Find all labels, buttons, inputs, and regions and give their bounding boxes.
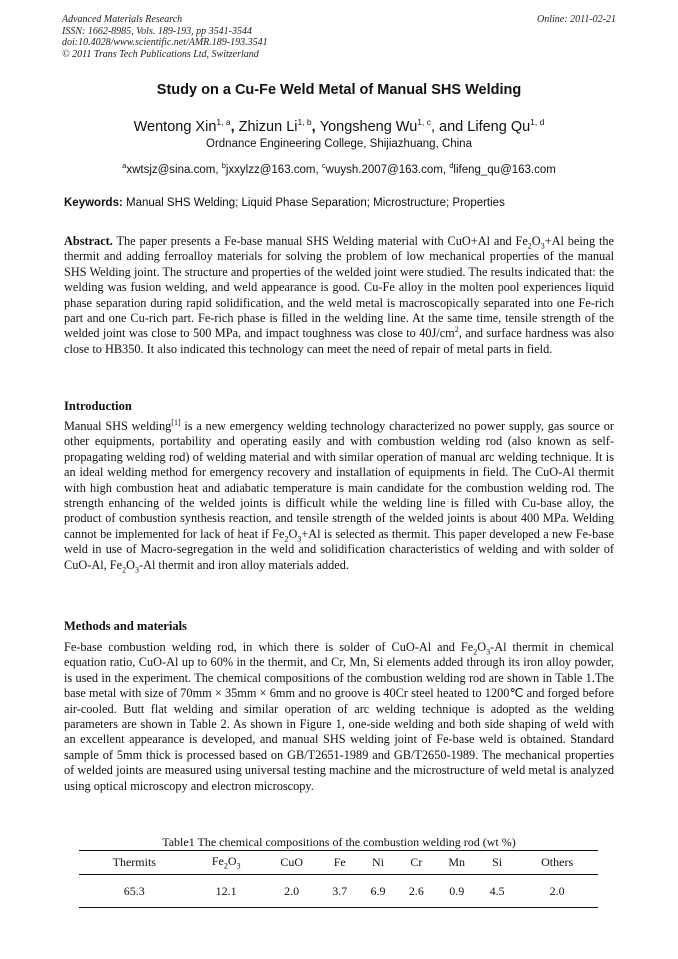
subscript: 3 [134, 565, 139, 575]
author-name: Zhizun Li [238, 118, 298, 135]
journal-header [62, 14, 268, 60]
subscript: 2 [527, 241, 532, 251]
author-sep: , [230, 118, 239, 135]
email-address[interactable]: wuysh.2007@163.com [325, 163, 443, 176]
col-header: Mn [448, 855, 466, 869]
email-sep: , [215, 163, 222, 176]
table-cell: 6.9 [370, 883, 386, 898]
table-cell: 2.0 [549, 883, 565, 898]
col-header: CuO [280, 855, 304, 869]
email-list [0, 161, 678, 176]
email-address[interactable]: xwtsjz@sina.com [126, 163, 216, 176]
author-sep: , and [431, 118, 468, 135]
intro-text: +Al is selected as thermit. This paper developed a new Fe-base weld in use of Macro-segregation in the weld and solidification characteristics of welding and with solder of CuO-Al, Fe [64, 526, 615, 572]
abstract-text: , and surface hardness was also close to HB350. It also indicated this technology can meet the need of repair of metal parts in field. [64, 326, 614, 356]
author-affil-mark: 1, b [297, 117, 312, 127]
subscript: 3 [236, 861, 241, 871]
email-mark: d [449, 161, 454, 170]
author-affil-mark: 1, c [417, 117, 431, 127]
paper-title: Study on a Cu-Fe Weld Metal of Manual SHS Welding [156, 82, 522, 98]
intro-text: Manual SHS welding [64, 419, 172, 433]
keywords [64, 197, 505, 209]
methods-text-part: -Al thermit in chemical equation ratio, CuO-Al up to 60% in the thermit, and Cr, Mn, Si elements added through its iron alloy powder, is used in the experiment. The chemical compositions of the combustion welding rod are shown in Table 1.The base metal with size of 70mm × 35mm × 6mm and no groove is 40Cr steel heated to 1200℃ and forged before air-cooled. Butt flat welding and similar operation of arc welding technique is adopted as the welding parameters are shown in Table 2. As shown in Figure 1, one-side welding and both side shaping of weld with an excellent appearance is developed, and manual SHS welding joint of Fe-base weld is obtained. Standard sample of 5mm thick is processed based on GB/T2651-1989 and GB/T2650-1989. The mechanical properties of welded joints are measured using universal testing machine and the microstructure of weld metal is analyzed using optical microscopy and electron microscopy. [64, 640, 614, 793]
subscript: 2 [284, 534, 289, 544]
formula-o: O [288, 526, 298, 541]
subscript: 3 [297, 534, 302, 544]
subscript: 3 [486, 647, 491, 657]
superscript: 2 [454, 325, 459, 335]
email-mark: b [221, 161, 226, 170]
table-cell: 2.6 [408, 883, 424, 898]
doi-line: doi:10.4028/www.scientific.net/AMR.189-193.3541 [62, 37, 268, 48]
abstract-label: Abstract. [64, 234, 113, 248]
table-cell: 3.7 [332, 883, 348, 898]
intro-text: -Al thermit and iron alloy materials added. [138, 557, 349, 572]
introduction-text [64, 419, 614, 573]
author-list [0, 117, 678, 135]
email-mark: c [321, 161, 326, 170]
col-header: Ni [372, 855, 385, 869]
subscript: 3 [540, 241, 545, 251]
author-sep: , [311, 118, 320, 135]
methods-text-part: Fe-base combustion welding rod, in which there is solder of CuO-Al and Fe [64, 640, 474, 654]
keywords-label: Keywords: [64, 197, 123, 209]
author-name: Yongsheng Wu [319, 118, 418, 135]
formula-o: O [531, 234, 541, 248]
subscript: 2 [223, 861, 228, 871]
abstract [64, 234, 614, 357]
subscript: 2 [473, 647, 478, 657]
affiliation: Ordnance Engineering College, Shijiazhuang, China [206, 138, 472, 150]
citation-ref[interactable]: [1] [171, 417, 181, 427]
abstract-text: +Al being the thermit and adding ferroalloy materials for solving the problem of low mechanical properties of the manual SHS Welding joint. The structure and properties of the welded joint were studied. The results indicated that: the welding was fusion welding, and weld appearance is good. Cu-Fe alloy in the molten pool experiences liquid phase separation during rapid solidification, and the weld metal is macroscopically separated into one Fe-rich part and one Cu-rich part. Fe-rich phase is filled in the welding line. At the same time, tensile strength of the welded joint was close to 500 MPa, and impact toughness was close to 40J/cm [64, 234, 614, 341]
col-header: Cr [410, 855, 423, 869]
section-heading-introduction: Introduction [64, 399, 132, 413]
online-date: Online: 2011-02-21 [537, 14, 616, 25]
issn-line: ISSN: 1662-8985, Vols. 189-193, pp 3541-3544 [62, 25, 252, 37]
formula-o: O [477, 640, 487, 654]
formula-o: O [126, 557, 135, 572]
table-header-row [79, 851, 598, 875]
table-cell: 0.9 [449, 883, 465, 898]
author-affil-mark: 1, d [530, 117, 545, 127]
author-affil-mark: 1, a [216, 117, 231, 127]
col-header: Thermits [112, 855, 156, 869]
journal-name: Advanced Materials Research [62, 14, 183, 25]
email-sep: , [442, 163, 450, 176]
email-sep: , [315, 163, 322, 176]
table-cell: 65.3 [123, 883, 145, 898]
email-address[interactable]: lifeng_qu@163.com [453, 163, 556, 176]
table-caption: Table1 The chemical compositions of the combustion welding rod (wt %) [162, 835, 516, 849]
composition-table [79, 850, 598, 908]
table-cell: 12.1 [215, 883, 237, 898]
table-cell: 2.0 [284, 883, 300, 898]
abstract-text: The paper presents a Fe-base manual SHS Welding material with CuO+Al and Fe [112, 234, 528, 248]
section-heading-methods: Methods and materials [64, 619, 187, 633]
author-name: Wentong Xin [133, 118, 217, 135]
keywords-text: Manual SHS Welding; Liquid Phase Separation; Microstructure; Properties [122, 197, 505, 209]
col-header: Others [541, 855, 574, 869]
col-header: Fe [333, 855, 346, 869]
col-header-fe2o3: $Fe_2O_3$ [211, 854, 241, 871]
table-row [79, 875, 598, 908]
copyright-line: © 2011 Trans Tech Publications Ltd, Switzerland [62, 48, 259, 60]
methods-text [64, 640, 614, 794]
col-header: Si [492, 855, 503, 869]
subscript: 2 [122, 565, 127, 575]
email-address[interactable]: jxxylzz@163.com [225, 163, 316, 176]
email-mark: a [122, 161, 127, 170]
author-name: Lifeng Qu [467, 118, 531, 135]
intro-text: is a new emergency welding technology characterized no power supply, gas source or other equipments, portability and operating easily and with combustion welding rod (also known as self-propagating welding rod) of welding material and with similar operation of manual arc welding technique. It is an ideal welding method for emergency recovery and installation of equipments in field. The CuO-Al thermit with high combustion heat and adiabatic temperature is main candidate for the combustion welding rod. The strength enhancing of the welded joints is difficult while the welding line is filled with Cu-base alloy, the product of combustion synthesis reaction, and tensile strength of the welded joints is about 400 MPa. Welding cannot be implemented for lack of heat if Fe [64, 419, 615, 541]
table-cell: 4.5 [489, 883, 505, 898]
